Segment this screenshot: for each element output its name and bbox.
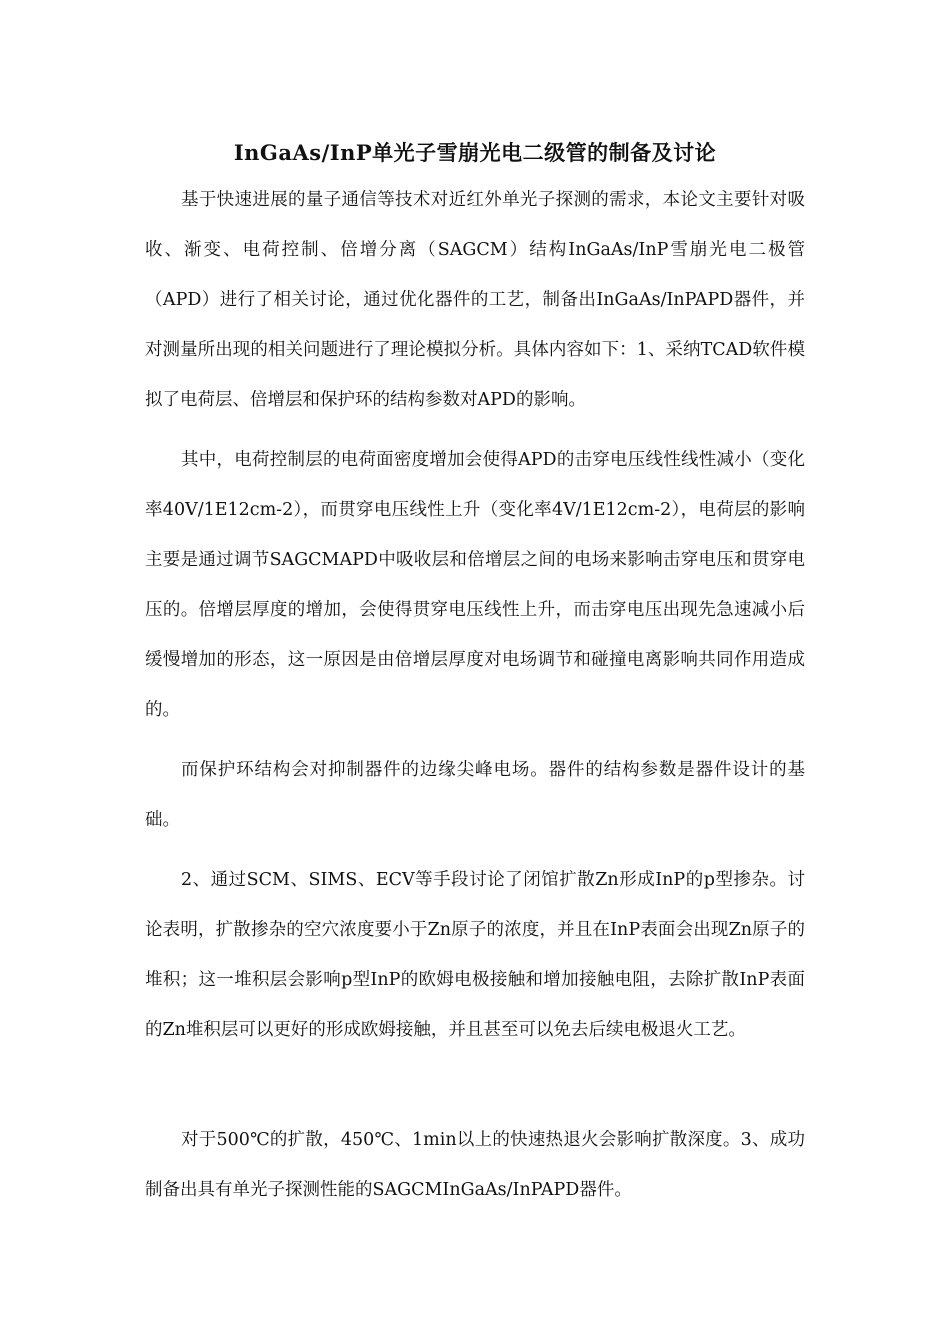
paragraph-1: 基于快速进展的量子通信等技术对近红外单光子探测的需求，本论文主要针对吸收、渐变、电荷控制、倍增分离（SAGCM）结构InGaAs/InP雪崩光电二极管（APD）进行了相关讨论，通过优化器件的工艺，制备出InGaAs/InPAPD器件，并对测量所出现的相关问题进行了理论模拟分析。具体内容如下：1、采纳TCAD软件模拟了电荷层、倍增层和保护环的结构参数对APD的影响。 — [145, 190, 805, 410]
paragraph-5: 对于500℃的扩散，450℃、1min以上的快速热退火会影响扩散深度。3、成功制备出具有单光子探测性能的SAGCMInGaAs/InPAPD器件。 — [145, 1130, 805, 1200]
paragraph-4: 2、通过SCM、SIMS、ECV等手段讨论了闭馆扩散Zn形成InP的p型掺杂。讨论表明，扩散掺杂的空穴浓度要小于Zn原子的浓度，并且在InP表面会出现Zn原子的堆积；这一堆积层会影响p型InP的欧姆电极接触和增加接触电阻，去除扩散InP表面的Zn堆积层可以更好的形成欧姆接触，并且甚至可以免去后续电极退火工艺。 — [145, 870, 805, 1040]
paragraph-2: 其中，电荷控制层的电荷面密度增加会使得APD的击穿电压线性线性减小（变化率40V/1E12cm-2），而贯穿电压线性上升（变化率4V/1E12cm-2），电荷层的影响主要是通过调节SAGCMAPD中吸收层和倍增层之间的电场来影响击穿电压和贯穿电压的。倍增层厚度的增加，会使得贯穿电压线性上升，而击穿电压出现先急速减小后缓慢增加的形态，这一原因是由倍增层厚度对电场调节和碰撞电离影响共同作用造成的。 — [145, 450, 805, 720]
document-title: InGaAs/InP单光子雪崩光电二级管的制备及讨论 — [233, 140, 717, 166]
paragraph-3: 而保护环结构会对抑制器件的边缘尖峰电场。器件的结构参数是器件设计的基础。 — [145, 760, 805, 830]
